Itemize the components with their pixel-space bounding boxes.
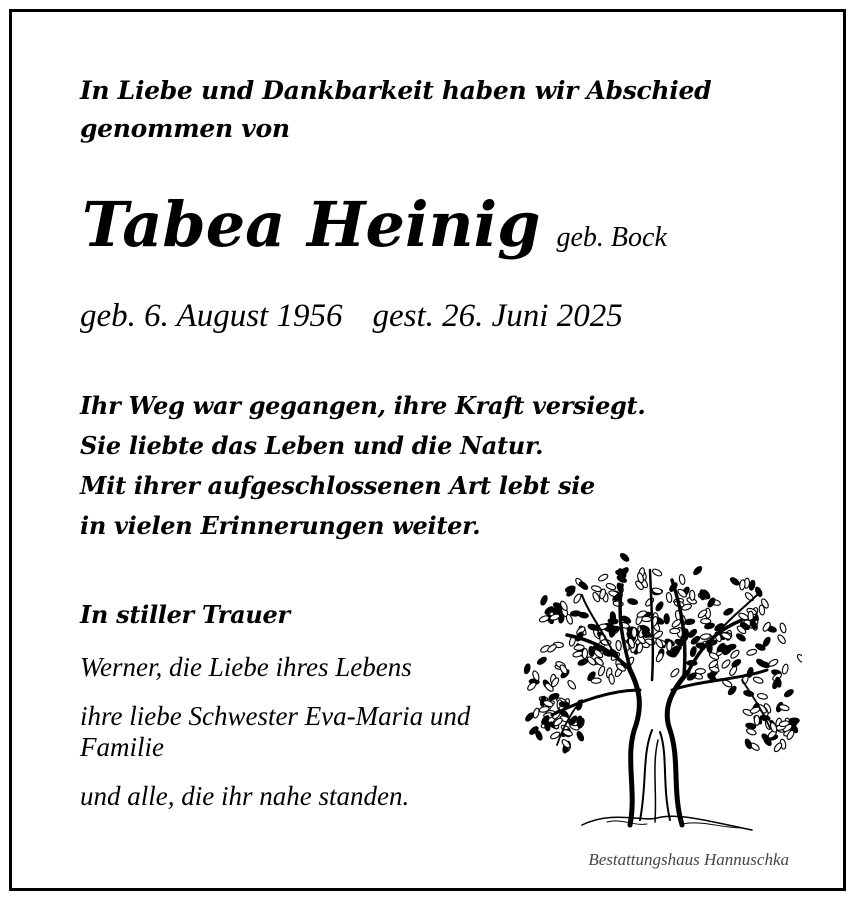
leaf <box>729 576 740 586</box>
leaf <box>670 667 681 678</box>
leaf <box>523 663 531 674</box>
leaf <box>631 628 637 638</box>
poem-line: Sie liebte das Leben und die Natur. <box>80 431 544 460</box>
leaf <box>773 742 783 753</box>
poem-line: Ihr Weg war gegangen, ihre Kraft versiegt. <box>80 391 646 420</box>
leaf <box>670 628 680 634</box>
leaf <box>744 591 755 602</box>
poem-line: in vielen Erinnerungen weiter. <box>80 511 481 540</box>
intro-text <box>80 72 780 148</box>
leaf <box>654 638 664 649</box>
leaf <box>591 678 601 684</box>
leaf <box>608 674 615 685</box>
leaf <box>546 643 557 653</box>
leaf <box>566 679 576 690</box>
leaf <box>664 614 670 624</box>
mourner: Werner, die Liebe ihres Lebens <box>80 652 412 682</box>
death-date: gest. 26. Juni 2025 <box>372 298 623 334</box>
leaf <box>759 605 765 616</box>
leaf <box>644 597 655 608</box>
leaf <box>757 693 768 700</box>
leaf <box>796 653 802 664</box>
leaf <box>699 590 705 601</box>
leaf <box>779 622 787 633</box>
maiden-name: geb. Bock <box>556 222 667 253</box>
leaf <box>616 640 622 650</box>
leaf <box>689 590 695 600</box>
leaf <box>768 658 779 668</box>
leaf <box>539 615 550 623</box>
leaf <box>755 658 766 668</box>
leaf <box>524 712 535 723</box>
leaf <box>744 738 753 749</box>
poem <box>80 386 720 546</box>
leaf <box>666 641 672 651</box>
leaf <box>598 573 609 582</box>
leaf <box>526 681 537 692</box>
funeral-home: Bestattungshaus Hannuschka <box>588 850 789 869</box>
mourner: und alle, die ihr nahe standen. <box>80 781 410 811</box>
leaf <box>627 598 638 605</box>
leaf <box>578 580 589 590</box>
leaf <box>679 574 686 585</box>
leaf <box>781 664 788 675</box>
mourners-list <box>80 652 520 812</box>
leaf <box>619 552 630 562</box>
leaf <box>721 659 732 670</box>
mourning-heading: In stiller Trauer <box>80 600 290 629</box>
mourner: ihre liebe Schwester Eva-Maria und Familie <box>80 701 471 762</box>
leaf <box>592 591 601 602</box>
leaf <box>731 658 742 668</box>
intro-line-1: In Liebe und Dankbarkeit haben wir Abschied <box>80 76 712 105</box>
leaf <box>573 593 583 604</box>
leaf <box>719 645 729 651</box>
leaf <box>777 634 787 645</box>
leaf <box>653 630 664 640</box>
life-dates <box>80 298 623 335</box>
poem-line: Mit ihrer aufgeschlossenen Art lebt sie <box>80 471 596 500</box>
leaf <box>651 568 662 578</box>
leaf <box>666 592 673 603</box>
leaf <box>578 612 589 619</box>
tree-icon <box>512 540 802 840</box>
leaf <box>754 715 759 725</box>
leaf <box>582 648 588 658</box>
leaf <box>605 582 616 590</box>
leaf <box>723 607 734 616</box>
leaf <box>559 664 569 675</box>
leaf <box>540 595 549 606</box>
leaf <box>641 616 651 621</box>
leaf <box>536 656 547 666</box>
leaf <box>753 676 764 684</box>
deceased-name: Tabea Heinig <box>82 188 541 261</box>
birth-date: geb. 6. August 1956 <box>80 298 343 334</box>
leaf <box>586 656 597 667</box>
leaf <box>572 650 583 658</box>
leaf <box>684 619 695 625</box>
leaf <box>739 580 745 591</box>
leaf <box>692 565 703 576</box>
leaf <box>783 688 794 698</box>
leaf <box>591 585 602 593</box>
leaf <box>561 738 572 749</box>
leaf <box>655 601 665 612</box>
intro-line-2: genommen von <box>80 114 290 143</box>
leaf <box>544 721 550 731</box>
leaf <box>746 728 757 736</box>
name-line <box>82 188 667 261</box>
leaf <box>789 718 799 723</box>
leaf <box>576 731 585 742</box>
leaf <box>746 648 757 656</box>
leaf <box>597 665 606 676</box>
leaf <box>655 652 664 663</box>
